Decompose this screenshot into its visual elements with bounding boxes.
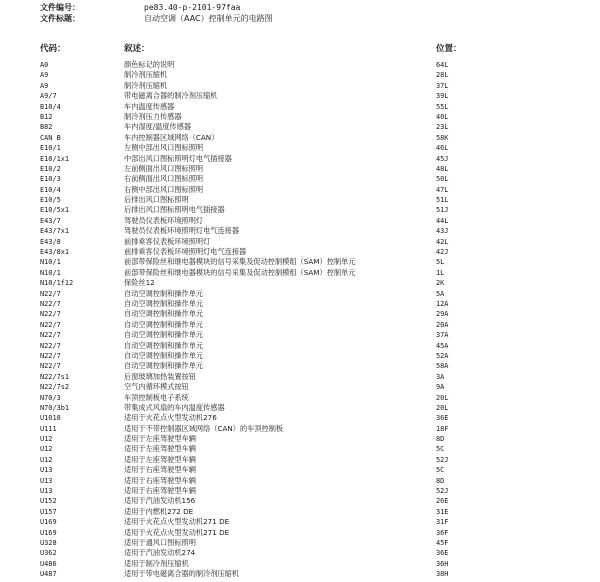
table-row (0, 205, 600, 215)
row-description: 左侧中部出风口图标照明 (124, 143, 204, 153)
row-position: 29A (436, 310, 449, 319)
row-description: 适用于右座驾驶型车辆 (124, 465, 196, 475)
row-description: 适用于带电磁离合器的制冷剂压缩机 (124, 569, 240, 579)
row-position: 20L (436, 403, 449, 412)
row-description: 前排乘客仪表板环境照明灯电气连接器 (124, 247, 247, 257)
row-code: E43/8 (40, 237, 61, 246)
row-description: 车内湿度/温度传感器 (124, 122, 192, 132)
table-row (0, 257, 600, 267)
row-position: 40L (436, 112, 449, 121)
table-row (0, 102, 600, 112)
row-position: 31F (436, 518, 449, 527)
row-description: 适用于右座驾驶型车辆 (124, 486, 196, 496)
table-row (0, 330, 600, 340)
row-description: 后窗玻璃加热装置按钮 (124, 371, 196, 381)
column-header-position: 位置： (436, 44, 462, 54)
row-description: 颜色标记的说明 (124, 60, 175, 69)
row-position: 2K (436, 279, 445, 288)
row-position: 46L (436, 144, 449, 153)
row-code: A9 (40, 81, 49, 90)
row-code: N10/1 (40, 258, 61, 267)
row-description: 自动空调控制和操作单元 (124, 298, 204, 308)
table-row (0, 569, 600, 579)
table-row (0, 372, 600, 382)
row-position: 20A (436, 320, 449, 329)
row-code: E10/1 (40, 144, 61, 153)
table-row (0, 476, 600, 486)
table-row (0, 299, 600, 309)
row-code: U13 (40, 487, 53, 496)
row-code: E10/3 (40, 175, 61, 184)
row-code: U12 (40, 435, 53, 444)
table-row (0, 133, 600, 143)
row-description: 后排出风口图标照明电气插接器 (124, 205, 225, 215)
row-position: 51L (436, 196, 449, 205)
row-description: 车顶控制板电子系统 (124, 392, 189, 402)
table-row (0, 393, 600, 403)
table-row (0, 122, 600, 132)
row-position: 9A (436, 383, 445, 392)
row-position: 26E (436, 497, 449, 506)
component-table (0, 60, 600, 580)
row-code: N70/3b1 (40, 403, 70, 412)
row-position: 52A (436, 351, 449, 360)
row-position: 64L (436, 61, 449, 69)
table-row (0, 112, 600, 122)
row-code: CAN B (40, 133, 61, 142)
row-position: 37A (436, 331, 449, 340)
row-position: 36E (436, 549, 449, 558)
row-position: 43J (436, 227, 449, 236)
row-description: 适用于右座驾驶型车辆 (124, 475, 196, 485)
row-code: A0 (40, 61, 49, 69)
row-description: 带集成式风扇的车内温度传感器 (124, 402, 225, 412)
column-header-code: 代码： (40, 44, 66, 54)
row-description: 后排出风口图标照明 (124, 195, 189, 205)
row-code: U169 (40, 518, 57, 527)
row-description: 自动空调控制和操作单元 (124, 319, 204, 329)
row-code: U1018 (40, 414, 61, 423)
row-description: 适用于不带控制器区域网络（CAN）的车顶控制板 (124, 423, 284, 433)
table-row (0, 403, 600, 413)
row-code: N22/7 (40, 299, 61, 308)
table-row (0, 538, 600, 548)
row-description: 适用于汽油发动机156 (124, 496, 196, 506)
row-description: 自动空调控制和操作单元 (124, 361, 204, 371)
row-description: 驾驶员仪表板环境照明灯电气连接器 (124, 226, 240, 236)
row-position: 20L (436, 393, 449, 402)
row-description: 自动空调控制和操作单元 (124, 340, 204, 350)
table-row (0, 496, 600, 506)
row-code: N22/7s1 (40, 372, 70, 381)
row-description: 自动空调控制和操作单元 (124, 350, 204, 360)
row-description: 自动空调控制和操作单元 (124, 309, 204, 319)
row-description: 自动空调控制和操作单元 (124, 288, 204, 298)
row-code: N22/7 (40, 310, 61, 319)
row-code: E10/5 (40, 196, 61, 205)
row-position: 5L (436, 258, 445, 267)
doc-title-line (40, 14, 273, 24)
row-code: U13 (40, 466, 53, 475)
row-position: 37L (436, 81, 449, 90)
table-row (0, 309, 600, 319)
row-position: 45F (436, 538, 449, 547)
row-position: 52J (436, 455, 449, 464)
row-description: 保险丝12 (124, 278, 155, 288)
row-position: 36H (436, 559, 449, 568)
row-position: 23L (436, 123, 449, 132)
row-description: 自动空调控制和操作单元 (124, 330, 204, 340)
row-code: N22/7 (40, 362, 61, 371)
row-code: U12 (40, 455, 53, 464)
table-row (0, 278, 600, 288)
row-position: 52J (436, 487, 449, 496)
row-code: E43/8x1 (40, 248, 70, 257)
row-code: N22/7 (40, 331, 61, 340)
row-position: 3A (436, 372, 445, 381)
row-description: 前部带保险丝和继电器模块的信号采集及促动控制模组（SAM）控制单元 (124, 267, 356, 277)
column-header-description: 叙述： (124, 44, 150, 54)
row-code: N10/1f12 (40, 279, 74, 288)
table-row (0, 351, 600, 361)
table-row (0, 320, 600, 330)
table-row (0, 143, 600, 153)
table-row (0, 81, 600, 91)
row-description: 适用于左座驾驶型车辆 (124, 434, 196, 444)
row-position: 44L (436, 216, 449, 225)
row-position: 8D (436, 476, 445, 485)
row-code: N22/7 (40, 341, 61, 350)
row-description: 适用于制冷剂压缩机 (124, 558, 189, 568)
row-position: 18F (436, 424, 449, 433)
row-code: N22/7 (40, 289, 61, 298)
table-row (0, 154, 600, 164)
row-position: 47L (436, 185, 449, 194)
doc-number-line (40, 3, 240, 13)
row-description: 驾驶员仪表板环境照明灯 (124, 215, 204, 225)
row-code: B10/4 (40, 102, 61, 111)
table-row (0, 507, 600, 517)
row-position: 5C (436, 466, 445, 475)
row-description: 适用于左座驾驶型车辆 (124, 454, 196, 464)
table-row (0, 361, 600, 371)
doc-title-label: 文件标题： (40, 14, 80, 23)
table-row (0, 216, 600, 226)
row-code: E43/7x1 (40, 227, 70, 236)
row-code: U13 (40, 476, 53, 485)
row-position: 1L (436, 268, 445, 277)
table-row (0, 444, 600, 454)
table-row (0, 237, 600, 247)
table-row (0, 486, 600, 496)
row-position: 39L (436, 92, 449, 101)
row-description: 制冷剂压缩机 (124, 80, 168, 90)
row-code: A9 (40, 71, 49, 80)
row-code: B12 (40, 112, 53, 121)
table-row (0, 465, 600, 475)
table-row (0, 70, 600, 80)
row-position: 45J (436, 154, 449, 163)
row-position: 51J (436, 206, 449, 215)
row-description: 适用于火花点火型发动机276 (124, 413, 217, 423)
row-description: 带电磁离合器的制冷剂压缩机 (124, 91, 218, 101)
row-code: E10/2 (40, 164, 61, 173)
table-row (0, 247, 600, 257)
row-position: 36E (436, 414, 449, 423)
table-row (0, 289, 600, 299)
row-code: U157 (40, 507, 57, 516)
row-description: 制冷剂压力传感器 (124, 111, 182, 121)
row-description: 适用于左座驾驶型车辆 (124, 444, 196, 454)
row-code: N22/7 (40, 320, 61, 329)
row-code: E10/5x1 (40, 206, 70, 215)
row-code: N22/7 (40, 351, 61, 360)
table-row (0, 455, 600, 465)
row-position: 42L (436, 237, 449, 246)
row-code: U169 (40, 528, 57, 537)
row-position: 42J (436, 248, 449, 257)
table-row (0, 559, 600, 569)
row-description: 右前侧面出风口图标照明 (124, 174, 204, 184)
table-row (0, 341, 600, 351)
table-row (0, 528, 600, 538)
doc-title-value: 自动空调（AAC）控制单元的电路图 (144, 14, 273, 23)
row-description: 前部带保险丝和继电器模块的信号采集及促动控制模组（SAM）控制单元 (124, 257, 356, 267)
row-description: 适用于内燃机272 DE (124, 506, 194, 516)
row-code: B82 (40, 123, 53, 132)
table-row (0, 174, 600, 184)
row-code: E10/1x1 (40, 154, 70, 163)
row-description: 空气内循环模式按钮 (124, 382, 189, 392)
table-row (0, 226, 600, 236)
row-code: U152 (40, 497, 57, 506)
table-row (0, 413, 600, 423)
row-description: 车内控制器区域网络（CAN） (124, 132, 219, 142)
table-row (0, 185, 600, 195)
row-code: U487 (40, 570, 57, 579)
row-position: 58K (436, 133, 449, 142)
doc-number-value: pe83.40-p-2101-97faa (144, 3, 241, 12)
table-row (0, 268, 600, 278)
table-row (0, 434, 600, 444)
row-code: U362 (40, 549, 57, 558)
row-position: 31E (436, 507, 449, 516)
row-position: 55L (436, 102, 449, 111)
doc-number-label: 文件编号： (40, 3, 80, 12)
row-code: N22/7s2 (40, 383, 70, 392)
row-position: 58A (436, 362, 449, 371)
row-position: 5C (436, 445, 445, 454)
row-code: U486 (40, 559, 57, 568)
row-description: 适用于火花点火型发动机271 DE (124, 517, 230, 527)
row-position: 12A (436, 299, 449, 308)
row-description: 右侧中部出风口图标照明 (124, 184, 204, 194)
row-code: U12 (40, 445, 53, 454)
row-position: 38H (436, 570, 449, 579)
row-description: 适用于汽油发动机274 (124, 548, 196, 558)
row-description: 适用于火花点火型发动机271 DE (124, 527, 230, 537)
row-code: U111 (40, 424, 57, 433)
row-position: 45A (436, 341, 449, 350)
row-position: 36F (436, 528, 449, 537)
table-row (0, 60, 600, 70)
table-row (0, 382, 600, 392)
row-description: 前排乘客仪表板环境照明灯 (124, 236, 211, 246)
row-code: A9/7 (40, 92, 57, 101)
row-code: N70/3 (40, 393, 61, 402)
table-row (0, 424, 600, 434)
row-position: 5A (436, 289, 445, 298)
row-code: N10/1 (40, 268, 61, 277)
row-description: 车内温度传感器 (124, 101, 175, 111)
row-description: 适用于通风口图标照明 (124, 537, 196, 547)
table-row (0, 517, 600, 527)
row-description: 左前侧面出风口图标照明 (124, 163, 204, 173)
table-row (0, 195, 600, 205)
row-description: 制冷剂压缩机 (124, 70, 168, 80)
row-position: 50L (436, 175, 449, 184)
table-row (0, 164, 600, 174)
row-code: E43/7 (40, 216, 61, 225)
row-code: U328 (40, 538, 57, 547)
row-position: 28L (436, 71, 449, 80)
row-description: 中部出风口图标照明灯电气插接器 (124, 153, 232, 163)
table-row (0, 548, 600, 558)
table-row (0, 91, 600, 101)
row-position: 8D (436, 435, 445, 444)
row-code: E10/4 (40, 185, 61, 194)
row-position: 48L (436, 164, 449, 173)
